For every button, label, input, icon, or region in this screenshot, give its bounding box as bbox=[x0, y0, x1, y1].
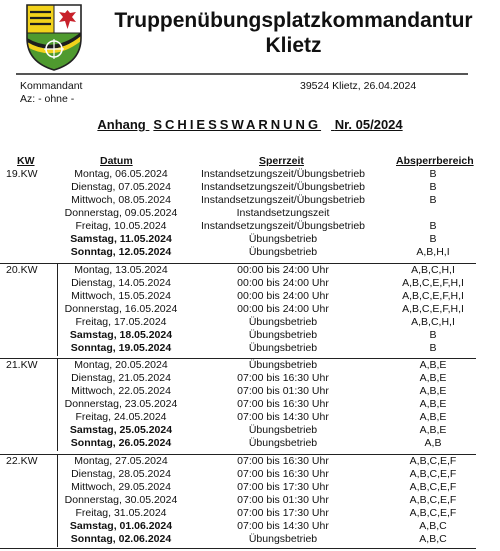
absperrbereich-cell: A,B,C,E,F bbox=[409, 494, 457, 506]
date-cell: Montag, 13.05.2024 bbox=[74, 264, 168, 276]
date-cell: Mittwoch, 08.05.2024 bbox=[71, 194, 171, 206]
doc-title-suffix: Nr. 05/2024 bbox=[334, 117, 403, 132]
document-title bbox=[0, 117, 500, 132]
absperrbereich-cell: A,B,E bbox=[419, 424, 447, 436]
table-row bbox=[0, 424, 500, 437]
absperrbereich-cell: A,B,C bbox=[419, 520, 447, 532]
sperrzeit-cell: 00:00 bis 24:00 Uhr bbox=[237, 277, 329, 289]
absperrbereich-cell: A,B,C,E,F bbox=[409, 481, 457, 493]
sperrzeit-cell: 00:00 bis 24:00 Uhr bbox=[237, 303, 329, 315]
title-line-2: Klietz bbox=[265, 34, 322, 57]
table-row bbox=[0, 437, 500, 450]
absperrbereich-cell: A,B,C,H,I bbox=[411, 316, 455, 328]
table-row bbox=[0, 168, 500, 181]
sperrzeit-cell: 07:00 bis 01:30 Uhr bbox=[237, 385, 329, 397]
absperrbereich-cell: B bbox=[429, 342, 437, 354]
sperrzeit-cell: Instandsetzungszeit/Übungsbetrieb bbox=[200, 194, 366, 206]
absperrbereich-cell: A,B,H,I bbox=[416, 246, 450, 258]
sperrzeit-cell: 07:00 bis 14:30 Uhr bbox=[237, 411, 329, 423]
table-row bbox=[0, 385, 500, 398]
sperrzeit-cell: Instandsetzungszeit/Übungsbetrieb bbox=[200, 220, 366, 232]
absperrbereich-cell: A,B,C,E,F bbox=[409, 455, 457, 467]
absperrbereich-cell: A,B,E bbox=[419, 372, 447, 384]
week-label: 20.KW bbox=[6, 264, 38, 276]
column-header-absperrbereich: Absperrbereich bbox=[396, 155, 474, 167]
absperrbereich-cell: A,B,E bbox=[419, 385, 447, 397]
table-row bbox=[0, 481, 500, 494]
table-row bbox=[0, 494, 500, 507]
date-cell: Montag, 06.05.2024 bbox=[74, 168, 168, 180]
date-cell: Montag, 27.05.2024 bbox=[74, 455, 168, 467]
column-header-datum: Datum bbox=[100, 155, 133, 167]
absperrbereich-cell: B bbox=[429, 220, 437, 232]
date-cell: Dienstag, 14.05.2024 bbox=[71, 277, 171, 289]
absperrbereich-cell: B bbox=[429, 233, 437, 245]
date-cell: Sonntag, 19.05.2024 bbox=[70, 342, 172, 354]
sperrzeit-cell: Übungsbetrieb bbox=[248, 359, 318, 371]
column-header-sperrzeit: Sperrzeit bbox=[259, 155, 304, 167]
date-cell: Donnerstag, 16.05.2024 bbox=[64, 303, 178, 315]
sperrzeit-cell: Instandsetzungszeit/Übungsbetrieb bbox=[200, 168, 366, 180]
absperrbereich-cell: A,B,C,E,F,H,I bbox=[402, 303, 464, 315]
date-cell: Mittwoch, 22.05.2024 bbox=[71, 385, 171, 397]
table-row bbox=[0, 329, 500, 342]
doc-title-prefix: Anhang bbox=[97, 117, 146, 132]
table-row bbox=[0, 359, 500, 372]
table-row bbox=[0, 246, 500, 259]
table-row bbox=[0, 303, 500, 316]
table-row bbox=[0, 220, 500, 233]
date-cell: Samstag, 25.05.2024 bbox=[69, 424, 173, 436]
date-cell: Freitag, 10.05.2024 bbox=[75, 220, 167, 232]
reference: Az: - ohne - bbox=[20, 93, 75, 105]
sperrzeit-cell: 00:00 bis 24:00 Uhr bbox=[237, 264, 329, 276]
sperrzeit-cell: 07:00 bis 16:30 Uhr bbox=[237, 468, 329, 480]
date-cell: Donnerstag, 09.05.2024 bbox=[64, 207, 178, 219]
sperrzeit-cell: Instandsetzungszeit/Übungsbetrieb bbox=[200, 181, 366, 193]
table-row bbox=[0, 411, 500, 424]
table-row bbox=[0, 507, 500, 520]
sender: Kommandant bbox=[20, 80, 83, 92]
absperrbereich-cell: A,B,E bbox=[419, 398, 447, 410]
absperrbereich-cell: B bbox=[429, 181, 437, 193]
table-row bbox=[0, 533, 500, 546]
absperrbereich-cell: B bbox=[429, 329, 437, 341]
sperrzeit-cell: Übungsbetrieb bbox=[248, 533, 318, 545]
sperrzeit-cell: 00:00 bis 24:00 Uhr bbox=[237, 290, 329, 302]
sperrzeit-cell: Übungsbetrieb bbox=[248, 437, 318, 449]
date-cell: Dienstag, 21.05.2024 bbox=[71, 372, 171, 384]
sperrzeit-cell: Übungsbetrieb bbox=[248, 342, 318, 354]
sperrzeit-cell: Übungsbetrieb bbox=[248, 329, 318, 341]
date-cell: Sonntag, 12.05.2024 bbox=[70, 246, 172, 258]
date-cell: Dienstag, 07.05.2024 bbox=[71, 181, 171, 193]
date-cell: Freitag, 31.05.2024 bbox=[75, 507, 167, 519]
date-cell: Freitag, 24.05.2024 bbox=[75, 411, 167, 423]
coat-of-arms-logo bbox=[24, 2, 84, 72]
sperrzeit-cell: Übungsbetrieb bbox=[248, 246, 318, 258]
date-cell: Samstag, 01.06.2024 bbox=[69, 520, 173, 532]
date-cell: Donnerstag, 23.05.2024 bbox=[64, 398, 178, 410]
table-row bbox=[0, 468, 500, 481]
sperrzeit-cell: Übungsbetrieb bbox=[248, 424, 318, 436]
sperrzeit-cell: Instandsetzungszeit bbox=[236, 207, 330, 219]
absperrbereich-cell: A,B bbox=[424, 437, 442, 449]
absperrbereich-cell: B bbox=[429, 168, 437, 180]
date-cell: Mittwoch, 29.05.2024 bbox=[71, 481, 171, 493]
sperrzeit-cell: Übungsbetrieb bbox=[248, 233, 318, 245]
absperrbereich-cell: A,B,C,E,F,H,I bbox=[402, 290, 464, 302]
absperrbereich-cell: A,B,C,E,F bbox=[409, 468, 457, 480]
table-row bbox=[0, 316, 500, 329]
table-row bbox=[0, 181, 500, 194]
table-row bbox=[0, 277, 500, 290]
date-cell: Samstag, 11.05.2024 bbox=[70, 233, 172, 245]
sperrzeit-cell: 07:00 bis 16:30 Uhr bbox=[237, 372, 329, 384]
date-cell: Donnerstag, 30.05.2024 bbox=[64, 494, 178, 506]
table-row bbox=[0, 233, 500, 246]
table-row bbox=[0, 194, 500, 207]
sperrzeit-cell: 07:00 bis 16:30 Uhr bbox=[237, 398, 329, 410]
table-row bbox=[0, 290, 500, 303]
week-label: 19.KW bbox=[6, 168, 38, 180]
column-header-kw: KW bbox=[17, 155, 35, 167]
table-row bbox=[0, 372, 500, 385]
table-row bbox=[0, 455, 500, 468]
sperrzeit-cell: 07:00 bis 14:30 Uhr bbox=[237, 520, 329, 532]
sperrzeit-cell: 07:00 bis 17:30 Uhr bbox=[237, 481, 329, 493]
sperrzeit-cell: Übungsbetrieb bbox=[248, 316, 318, 328]
sperrzeit-cell: 07:00 bis 16:30 Uhr bbox=[237, 455, 329, 467]
week-label: 21.KW bbox=[6, 359, 38, 371]
date-cell: Samstag, 18.05.2024 bbox=[69, 329, 173, 341]
table-row bbox=[0, 264, 500, 277]
absperrbereich-cell: A,B,E bbox=[419, 411, 447, 423]
absperrbereich-cell: A,B,C,E,F bbox=[409, 507, 457, 519]
table-row bbox=[0, 398, 500, 411]
header-divider bbox=[16, 73, 468, 75]
absperrbereich-cell: A,B,C bbox=[419, 533, 447, 545]
sperrzeit-cell: 07:00 bis 01:30 Uhr bbox=[237, 494, 329, 506]
table-row bbox=[0, 342, 500, 355]
doc-title-spaced: SCHIESSWARNUNG bbox=[153, 117, 322, 132]
date-cell: Dienstag, 28.05.2024 bbox=[71, 468, 171, 480]
title-line-1: Truppenübungsplatzkommandantur bbox=[114, 9, 473, 32]
date-cell: Montag, 20.05.2024 bbox=[74, 359, 168, 371]
date-cell: Sonntag, 02.06.2024 bbox=[70, 533, 172, 545]
sperrzeit-cell: 07:00 bis 17:30 Uhr bbox=[237, 507, 329, 519]
week-label: 22.KW bbox=[6, 455, 38, 467]
date-cell: Mittwoch, 15.05.2024 bbox=[71, 290, 171, 302]
place-date: 39524 Klietz, 26.04.2024 bbox=[300, 80, 417, 92]
date-cell: Freitag, 17.05.2024 bbox=[75, 316, 167, 328]
absperrbereich-cell: A,B,C,E,F,H,I bbox=[402, 277, 464, 289]
table-row bbox=[0, 520, 500, 533]
absperrbereich-cell: A,B,E bbox=[419, 359, 447, 371]
table-row bbox=[0, 207, 500, 220]
absperrbereich-cell: A,B,C,H,I bbox=[411, 264, 455, 276]
absperrbereich-cell: B bbox=[429, 194, 437, 206]
date-cell: Sonntag, 26.05.2024 bbox=[70, 437, 172, 449]
table-bottom-line bbox=[0, 548, 476, 549]
